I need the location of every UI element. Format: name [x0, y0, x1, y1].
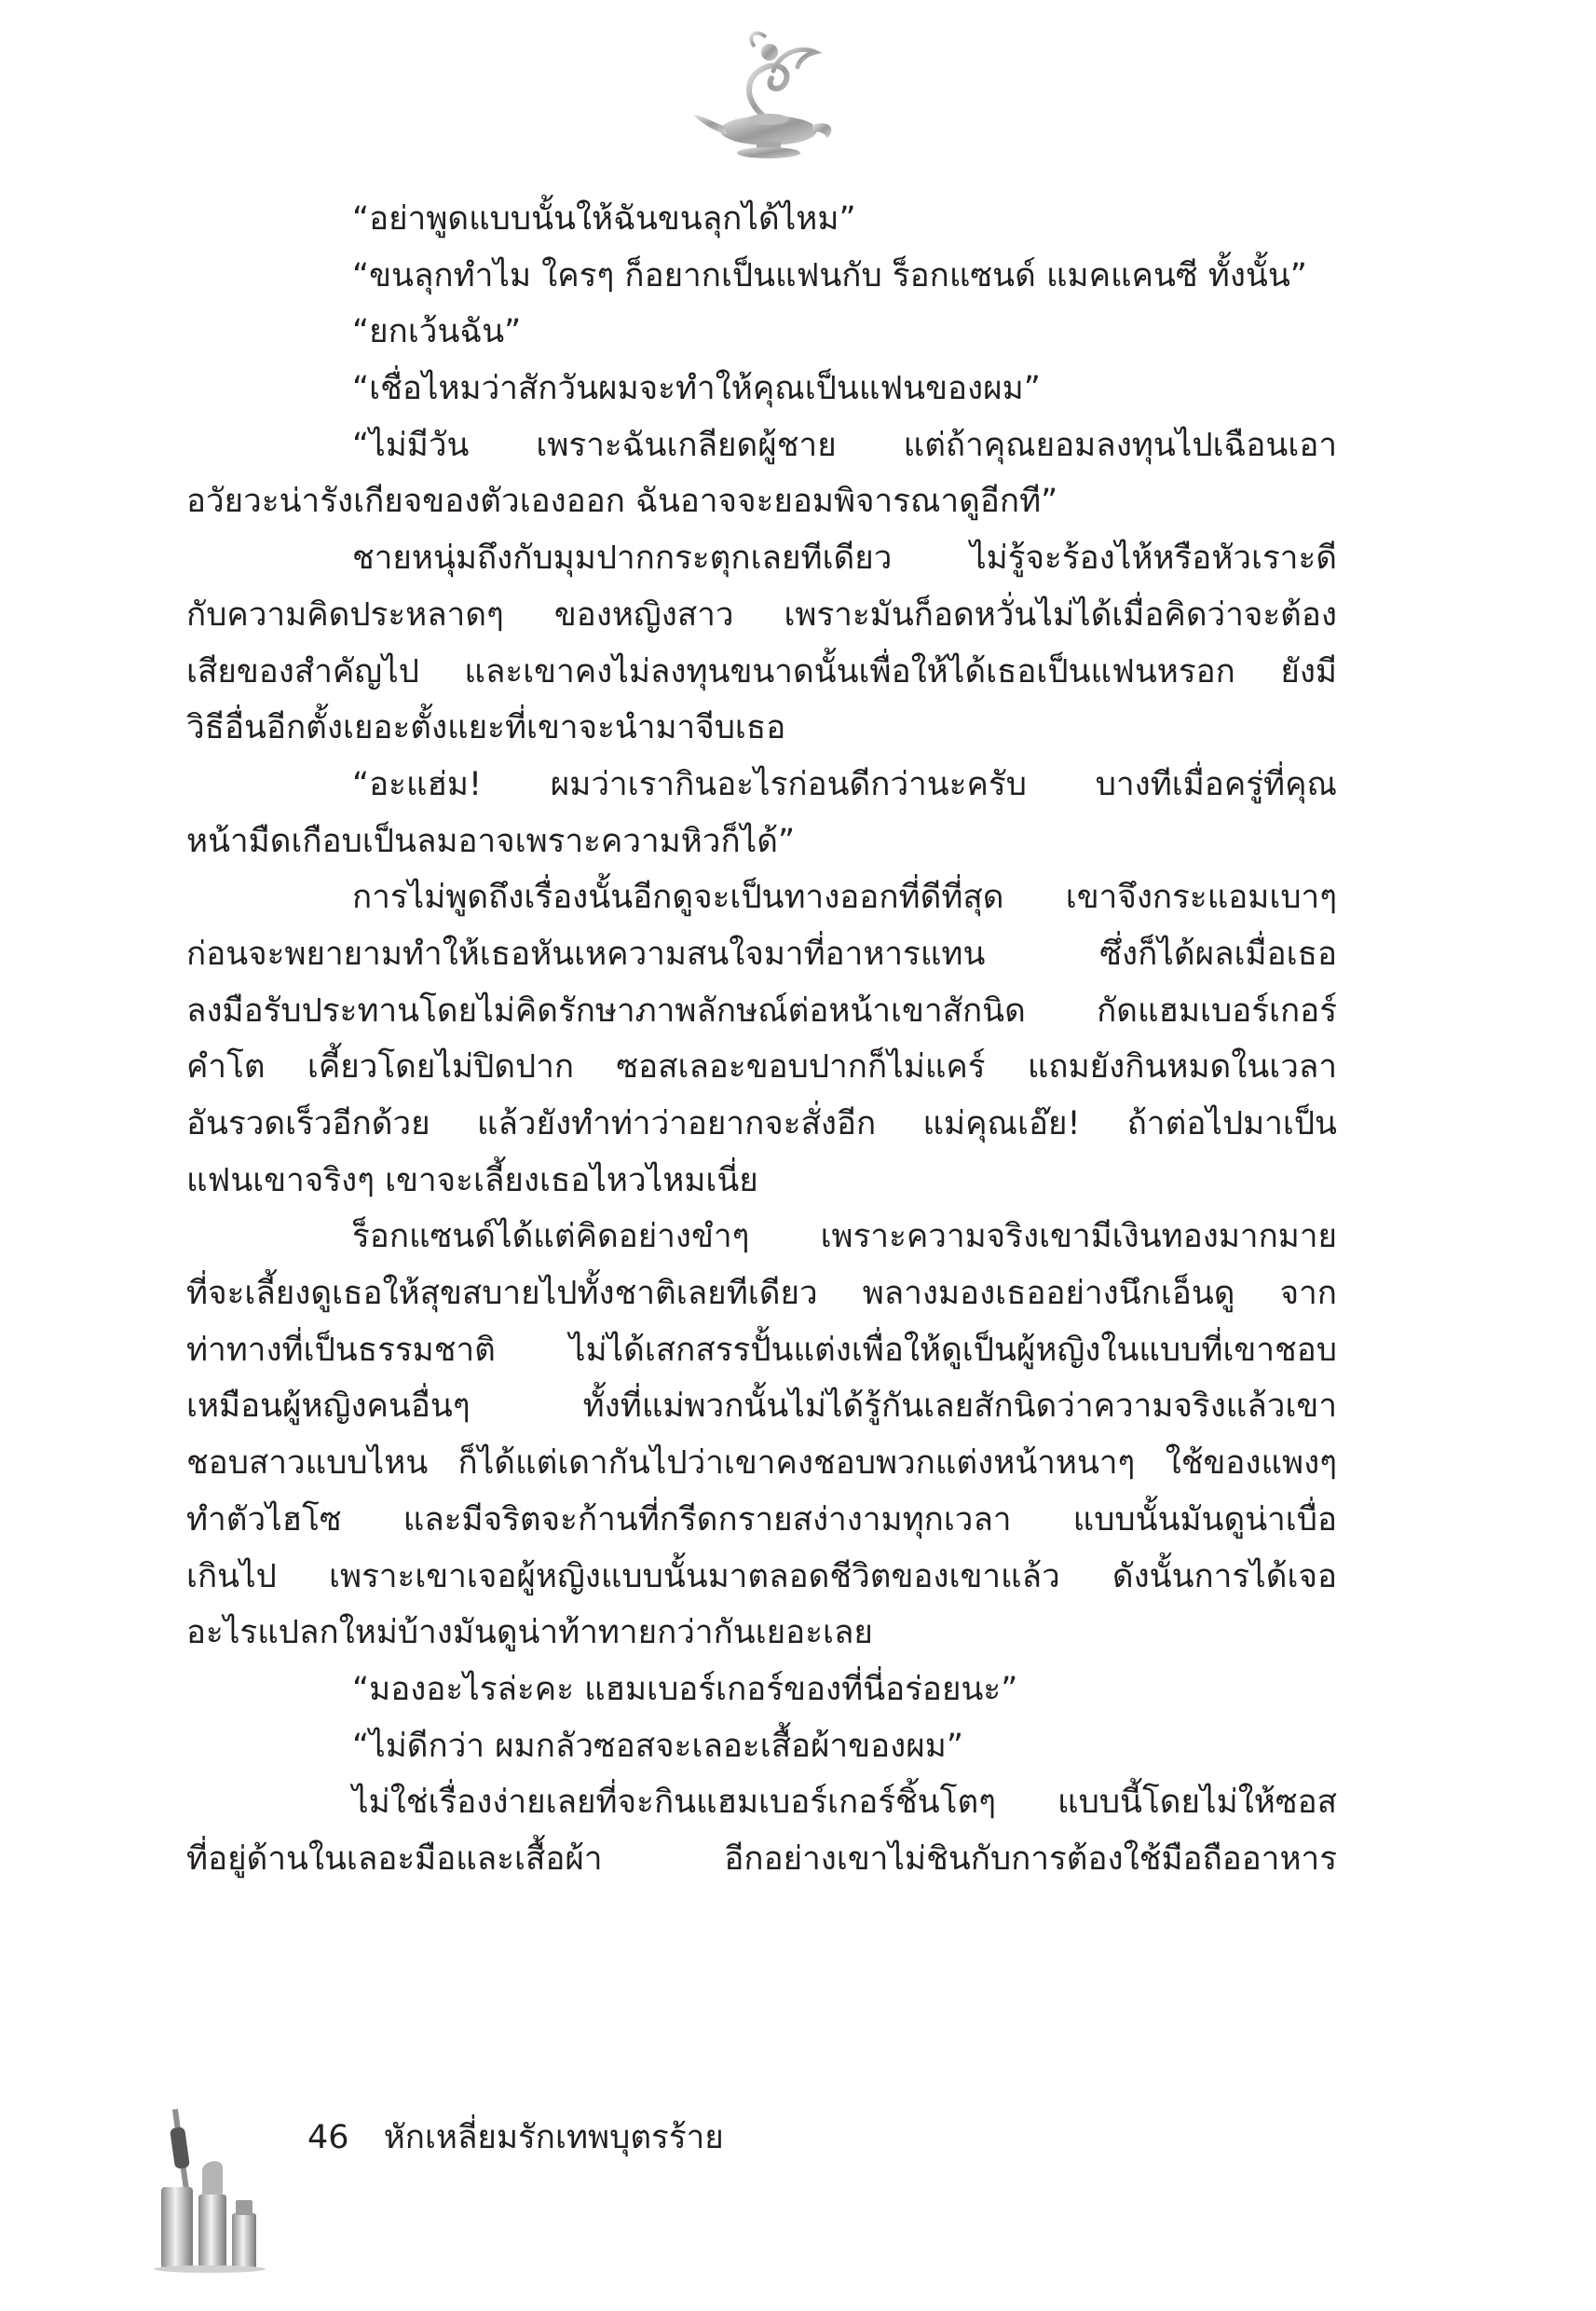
- text-line: ชายหนุ่มถึงกับมุมปากกระตุกเลยทีเดียว ไม่รู้จะร้องไห้หรือหัวเราะดี: [352, 540, 1337, 578]
- body-text: [186, 191, 1337, 1888]
- text-line: ทำตัวไฮโซ และมีจริตจะก้านที่กรีดกรายสง่างามทุกเวลา แบบนั้นมันดูน่าเบื่อ: [186, 1500, 1337, 1538]
- text-line: ลงมือรับประทานโดยไม่คิดรักษาภาพลักษณ์ต่อหน้าเขาสักนิด กัดแฮมเบอร์เกอร์: [186, 991, 1337, 1030]
- text-line: อะไรแปลกใหม่บ้างมันดูน่าท้าทายกว่ากันเยอะเลย: [186, 1614, 873, 1652]
- page-footer: [307, 2117, 724, 2158]
- text-line: “มองอะไรล่ะคะ แฮมเบอร์เกอร์ของที่นี่อร่อยนะ”: [352, 1670, 1018, 1708]
- text-line: เกินไป เพราะเขาเจอผู้หญิงแบบนั้นมาตลอดชีวิตของเขาแล้ว ดังนั้นการได้เจอ: [186, 1557, 1337, 1595]
- text-line: อันรวดเร็วอีกด้วย แล้วยังทำท่าว่าอยากจะสั่งอีก แม่คุณเอ๊ย! ถ้าต่อไปมาเป็น: [186, 1105, 1337, 1142]
- text-line: วิธีอื่นอีกตั้งเยอะตั้งแยะที่เขาจะนำมาจีบเธอ: [186, 709, 786, 747]
- text-line: “ขนลุกทำไม ใครๆ ก็อยากเป็นแฟนกับ ร็อกแซนด์ แมคแคนซี ทั้งนั้น”: [352, 256, 1307, 294]
- text-line: เหมือนผู้หญิงคนอื่นๆ ทั้งที่แม่พวกนั้นไม่ได้รู้กันเลยสักนิดว่าความจริงแล้วเขา: [186, 1388, 1337, 1426]
- teapot-genie-ornament-icon: [689, 26, 848, 161]
- text-line: “ไม่มีวัน เพราะฉันเกลียดผู้ชาย แต่ถ้าคุณยอมลงทุนไปเฉือนเอา: [352, 426, 1337, 464]
- text-line: ท่าทางที่เป็นธรรมชาติ ไม่ได้เสกสรรปั้นแต่งเพื่อให้ดูเป็นผู้หญิงในแบบที่เขาชอบ: [186, 1331, 1337, 1369]
- text-line: แฟนเขาจริงๆ เขาจะเลี้ยงเธอไหวไหมเนี่ย: [186, 1161, 758, 1199]
- text-line: เสียของสำคัญไป และเขาคงไม่ลงทุนขนาดนั้นเพื่อให้ได้เธอเป็นแฟนหรอก ยังมี: [186, 652, 1337, 691]
- cosmetics-mascara-lipstick-icon: [144, 2101, 266, 2274]
- text-line: ชอบสาวแบบไหน ก็ได้แต่เดากันไปว่าเขาคงชอบพวกแต่งหน้าหนาๆ ใช้ของแพงๆ: [186, 1444, 1337, 1483]
- text-line: ที่อยู่ด้านในเลอะมือและเสื้อผ้า อีกอย่างเขาไม่ชินกับการต้องใช้มือถืออาหาร: [186, 1839, 1337, 1878]
- text-line: หน้ามืดเกือบเป็นลมอาจเพราะความหิวก็ได้”: [186, 822, 796, 860]
- text-line: การไม่พูดถึงเรื่องนั้นอีกดูจะเป็นทางออกที่ดีที่สุด เขาจึงกระแอมเบาๆ: [352, 879, 1337, 917]
- text-line: “อย่าพูดแบบนั้นให้ฉันขนลุกได้ไหม”: [352, 200, 856, 238]
- text-line: กับความคิดประหลาดๆ ของหญิงสาว เพราะมันก็อดหวั่นไม่ได้เมื่อคิดว่าจะต้อง: [186, 595, 1337, 634]
- text-line: อวัยวะน่ารังเกียจของตัวเองออก ฉันอาจจะยอมพิจารณาดูอีกที”: [186, 483, 1058, 521]
- text-line: ที่จะเลี้ยงดูเธอให้สุขสบายไปทั้งชาติเลยทีเดียว พลางมองเธออย่างนึกเอ็นดู จาก: [186, 1275, 1337, 1313]
- text-line: ร็อกแซนด์ได้แต่คิดอย่างขำๆ เพราะความจริงเขามีเงินทองมากมาย: [352, 1218, 1337, 1256]
- text-line: ไม่ใช่เรื่องง่ายเลยที่จะกินแฮมเบอร์เกอร์ชิ้นโตๆ แบบนี้โดยไม่ให้ซอส: [352, 1784, 1337, 1822]
- book-title: หักเหลี่ยมรักเทพบุตรร้าย: [383, 2119, 724, 2156]
- text-line: คำโต เคี้ยวโดยไม่ปิดปาก ซอสเลอะขอบปากก็ไม่แคร์ แถมยังกินหมดในเวลา: [186, 1048, 1337, 1087]
- page-number: 46: [307, 2119, 349, 2156]
- text-line: “อะแฮ่ม! ผมว่าเรากินอะไรก่อนดีกว่านะครับ บางทีเมื่อครู่ที่คุณ: [352, 765, 1337, 803]
- text-line: “ไม่ดีกว่า ผมกลัวซอสจะเลอะเสื้อผ้าของผม”: [352, 1727, 963, 1765]
- text-line: “เชื่อไหมว่าสักวันผมจะทำให้คุณเป็นแฟนของผม”: [352, 370, 1041, 408]
- text-line: “ยกเว้นฉัน”: [352, 313, 522, 351]
- text-line: ก่อนจะพยายามทำให้เธอหันเหความสนใจมาที่อาหารแทน ซึ่งก็ได้ผลเมื่อเธอ: [186, 935, 1337, 973]
